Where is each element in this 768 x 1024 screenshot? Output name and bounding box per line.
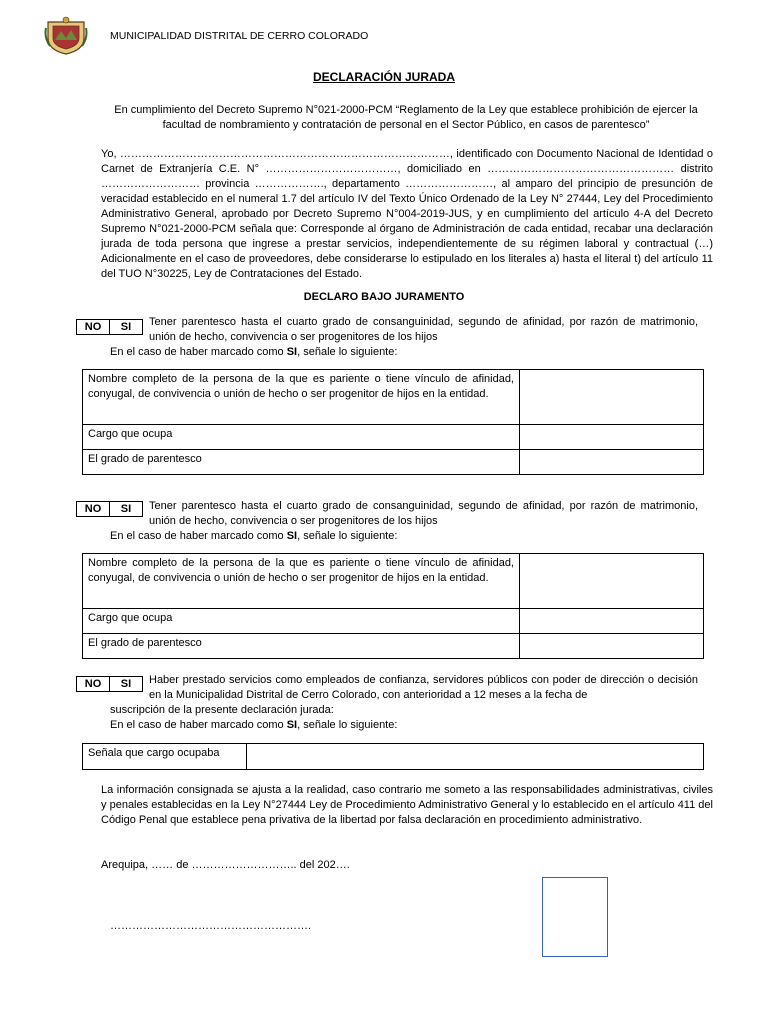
row-label-name: Nombre completo de la persona de la que es pariente o tiene vínculo de afinidad, conyugal, de convivencia o unión de hecho o ser progenitor de hijos en la entidad. [83,554,520,609]
si-option[interactable]: SI [120,321,132,333]
section-3-text: Haber prestado servicios como empleados de confianza, servidores públicos con poder de dirección o decisión en la Municipalidad Distrital de Cerro Colorado, con anterioridad a 12 meses a la fecha de [149,674,698,701]
no-option[interactable]: NO [77,502,110,516]
row-value-name[interactable] [520,370,704,425]
row-value-grado[interactable] [520,450,704,475]
row-value-cargo-ocupaba[interactable] [247,744,704,770]
if-yes-note-3 [110,718,397,733]
row-label-grado: El grado de parentesco [83,634,520,659]
document-title: DECLARACIÓN JURADA [312,70,455,84]
fingerprint-box [542,877,608,957]
municipal-logo [44,16,88,56]
no-option[interactable]: NO [77,677,110,691]
if-yes-suffix: , señale lo siguiente: [297,719,398,731]
row-label-cargo-ocupaba: Señala que cargo ocupaba [83,744,247,770]
section-2-table [82,553,704,659]
row-label-cargo: Cargo que ocupa [83,425,520,450]
coat-of-arms-icon [44,16,88,56]
nosi-box-3 [76,676,143,692]
si-option[interactable]: SI [120,503,132,515]
row-label-cargo: Cargo que ocupa [83,609,520,634]
if-yes-prefix: En el caso de haber marcado como [110,530,287,542]
place-date: Arequipa, …… de ……………………….. del 202…. [101,859,350,871]
row-label-grado: El grado de parentesco [83,450,520,475]
signature-line: ………………………………………………. [110,920,312,932]
row-value-grado[interactable] [520,634,704,659]
row-value-cargo[interactable] [520,609,704,634]
if-yes-bold: SI [286,530,298,542]
org-name: MUNICIPALIDAD DISTRITAL DE CERRO COLORADO [110,30,369,42]
section-2-text: Tener parentesco hasta el cuarto grado de consanguinidad, segundo de afinidad, por razón de matrimonio, unión de hecho, convivencia o ser progenitores de los hijos [149,500,698,527]
if-yes-bold: SI [286,346,298,358]
if-yes-prefix: En el caso de haber marcado como [110,719,287,731]
row-label-name: Nombre completo de la persona de la que es pariente o tiene vínculo de afinidad, conyugal, de convivencia o unión de hecho o ser progenitor de hijos en la entidad. [83,370,520,425]
row-value-name[interactable] [520,554,704,609]
si-option[interactable]: SI [120,678,132,690]
declaro-heading: DECLARO BAJO JURAMENTO [303,291,465,303]
section-1-table [82,369,704,475]
if-yes-suffix: , señale lo siguiente: [297,530,398,542]
section-3-table [82,743,704,770]
if-yes-note-2 [110,529,397,544]
if-yes-bold: SI [286,719,298,731]
nosi-box-2 [76,501,143,517]
statement-paragraph: Yo, ………………………………………………………………………………, identificado con Documento Nacional de Identidad o Carnet de Extranjería C.E. N° ………………………………, domiciliado en …………………………………………… distrito ……………………… provincia ………………., departamento ……………………, al amparo del principio de presunción de veracidad establecido en el numeral 1.7 del artículo IV del Texto Único Ordenado de la Ley N° 27444, Ley del Procedimiento Administrativo General, aprobado por Decreto Supremo N°004-2019-JUS, y en cumplimiento del artículo 4-A del Decreto Supremo N°021-2000-PCM señala que: Corresponde al órgano de Administración de cada entidad, recabar una declaración jurada de toda persona que ingrese a prestar servicios, independientemente de su régimen laboral y contractual (…) Adicionalmente en el caso de proveedores, debe considerarse lo estipulado en los literales a) hasta el literal t) del artículo 11 del TUO N°30225, Ley de Contrataciones del Estado. [101,148,713,280]
intro-paragraph: En cumplimiento del Decreto Supremo N°021-2000-PCM “Reglamento de la Ley que establece prohibición de ejercer la facultad de nombramiento y contratación de personal en el Sector Público, en casos de parentesco” [114,104,698,131]
section-1-text: Tener parentesco hasta el cuarto grado de consanguinidad, segundo de afinidad, por razón de matrimonio, unión de hecho, convivencia o ser progenitores de los hijos [149,316,698,343]
nosi-box-1 [76,319,143,335]
row-value-cargo[interactable] [520,425,704,450]
section-3-text-cont: suscripción de la presente declaración jurada: [110,704,334,716]
if-yes-note-1 [110,345,397,360]
closing-paragraph: La información consignada se ajusta a la realidad, caso contrario me someto a las responsabilidades administrativas, civiles y penales establecidas en la Ley N°27444 Ley de Procedimiento Administrativo General y lo establecido en el artículo 411 del Código Penal que establece pena privativa de la libertad por falsa declaración en procedimiento administrativo. [101,784,713,826]
no-option[interactable]: NO [77,320,110,334]
if-yes-suffix: , señale lo siguiente: [297,346,398,358]
if-yes-prefix: En el caso de haber marcado como [110,346,287,358]
